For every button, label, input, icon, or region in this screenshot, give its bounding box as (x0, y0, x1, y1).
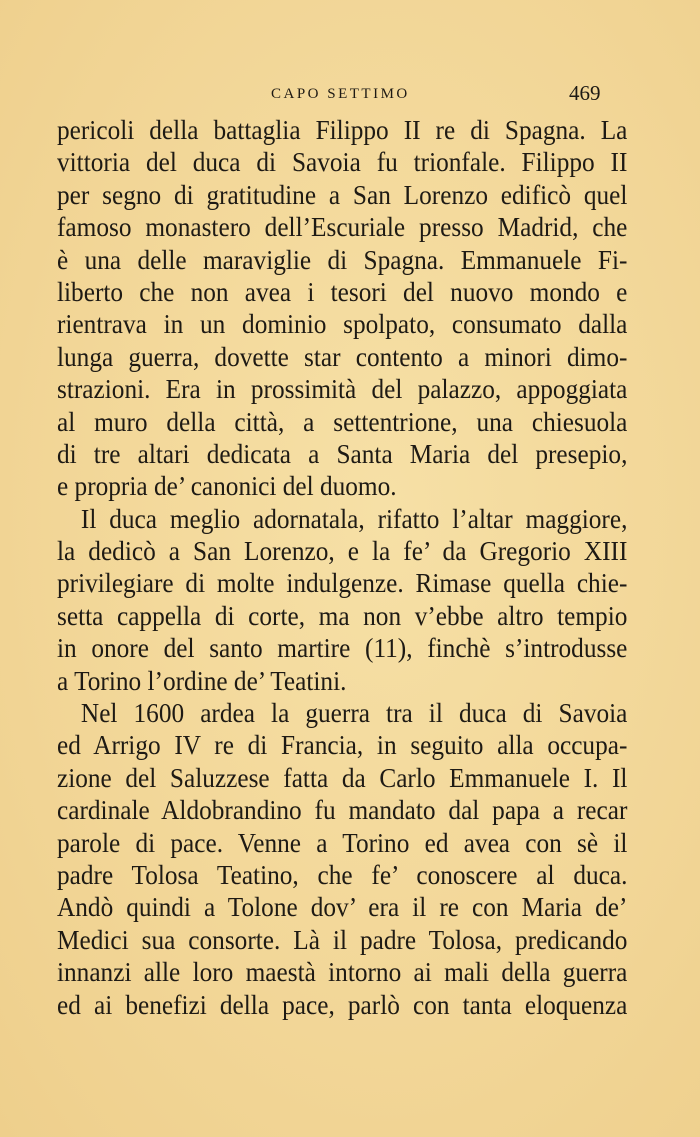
text-line: la dedicò a San Lorenzo, e la fe’ da Gregorio XIII (57, 535, 628, 567)
text-line: parole di pace. Venne a Torino ed avea con sè il (57, 826, 628, 858)
page-number: 469 (569, 81, 601, 105)
text-line: privilegiare di molte indulgenze. Rimase quella chie- (57, 567, 628, 599)
text-line: Medici sua consorte. Là il padre Tolosa, predicando (57, 923, 628, 955)
text-line: ed ai benefizi della pace, parlò con tanta eloquenza (57, 988, 628, 1020)
text-line: è una delle maraviglie di Spagna. Emmanuele Fi- (57, 243, 628, 275)
text-line: famoso monastero dell’Escuriale presso Madrid, che (57, 211, 628, 243)
text-line: Andò quindi a Tolone dov’ era il re con Maria de’ (57, 891, 628, 923)
text-line: strazioni. Era in prossimità del palazzo, appoggiata (57, 373, 628, 405)
text-line: setta cappella di corte, ma non v’ebbe altro tempio (57, 599, 628, 631)
text-line: vittoria del duca di Savoia fu trionfale. Filippo II (57, 146, 628, 178)
text-line: al muro della città, a settentrione, una chiesuola (57, 405, 628, 437)
text-line: e propria de’ canonici del duomo. (57, 470, 397, 502)
text-line: a Torino l’ordine de’ Teatini. (57, 664, 347, 696)
text-line: di tre altari dedicata a Santa Maria del presepio, (57, 437, 628, 469)
text-line: liberto che non avea i tesori del nuovo mondo e (57, 275, 628, 307)
text-line: Il duca meglio adornatala, rifatto l’altar maggiore, (80, 502, 628, 534)
text-line: rientrava in un dominio spolpato, consumato dalla (57, 308, 628, 340)
chapter-title: CAPO SETTIMO (271, 86, 410, 102)
text-line: per segno di gratitudine a San Lorenzo edificò quel (57, 178, 628, 210)
text-line: lunga guerra, dovette star contento a minori dimo- (57, 340, 628, 372)
text-line: padre Tolosa Teatino, che fe’ conoscere al duca. (57, 858, 628, 890)
text-line: pericoli della battaglia Filippo II re di Spagna. La (57, 114, 628, 145)
text-line: cardinale Aldobrandino fu mandato dal papa a recar (57, 794, 628, 826)
body-text (57, 114, 627, 1021)
text-line: in onore del santo martire (11), finchè s’introdusse (57, 632, 628, 664)
text-line: zione del Saluzzese fatta da Carlo Emmanuele I. Il (57, 761, 628, 793)
running-head (0, 81, 700, 108)
text-line: ed Arrigo IV re di Francia, in seguito alla occupa- (57, 729, 628, 761)
text-line: innanzi alle loro maestà intorno ai mali della guerra (57, 956, 628, 988)
text-line: Nel 1600 ardea la guerra tra il duca di Savoia (80, 697, 628, 729)
